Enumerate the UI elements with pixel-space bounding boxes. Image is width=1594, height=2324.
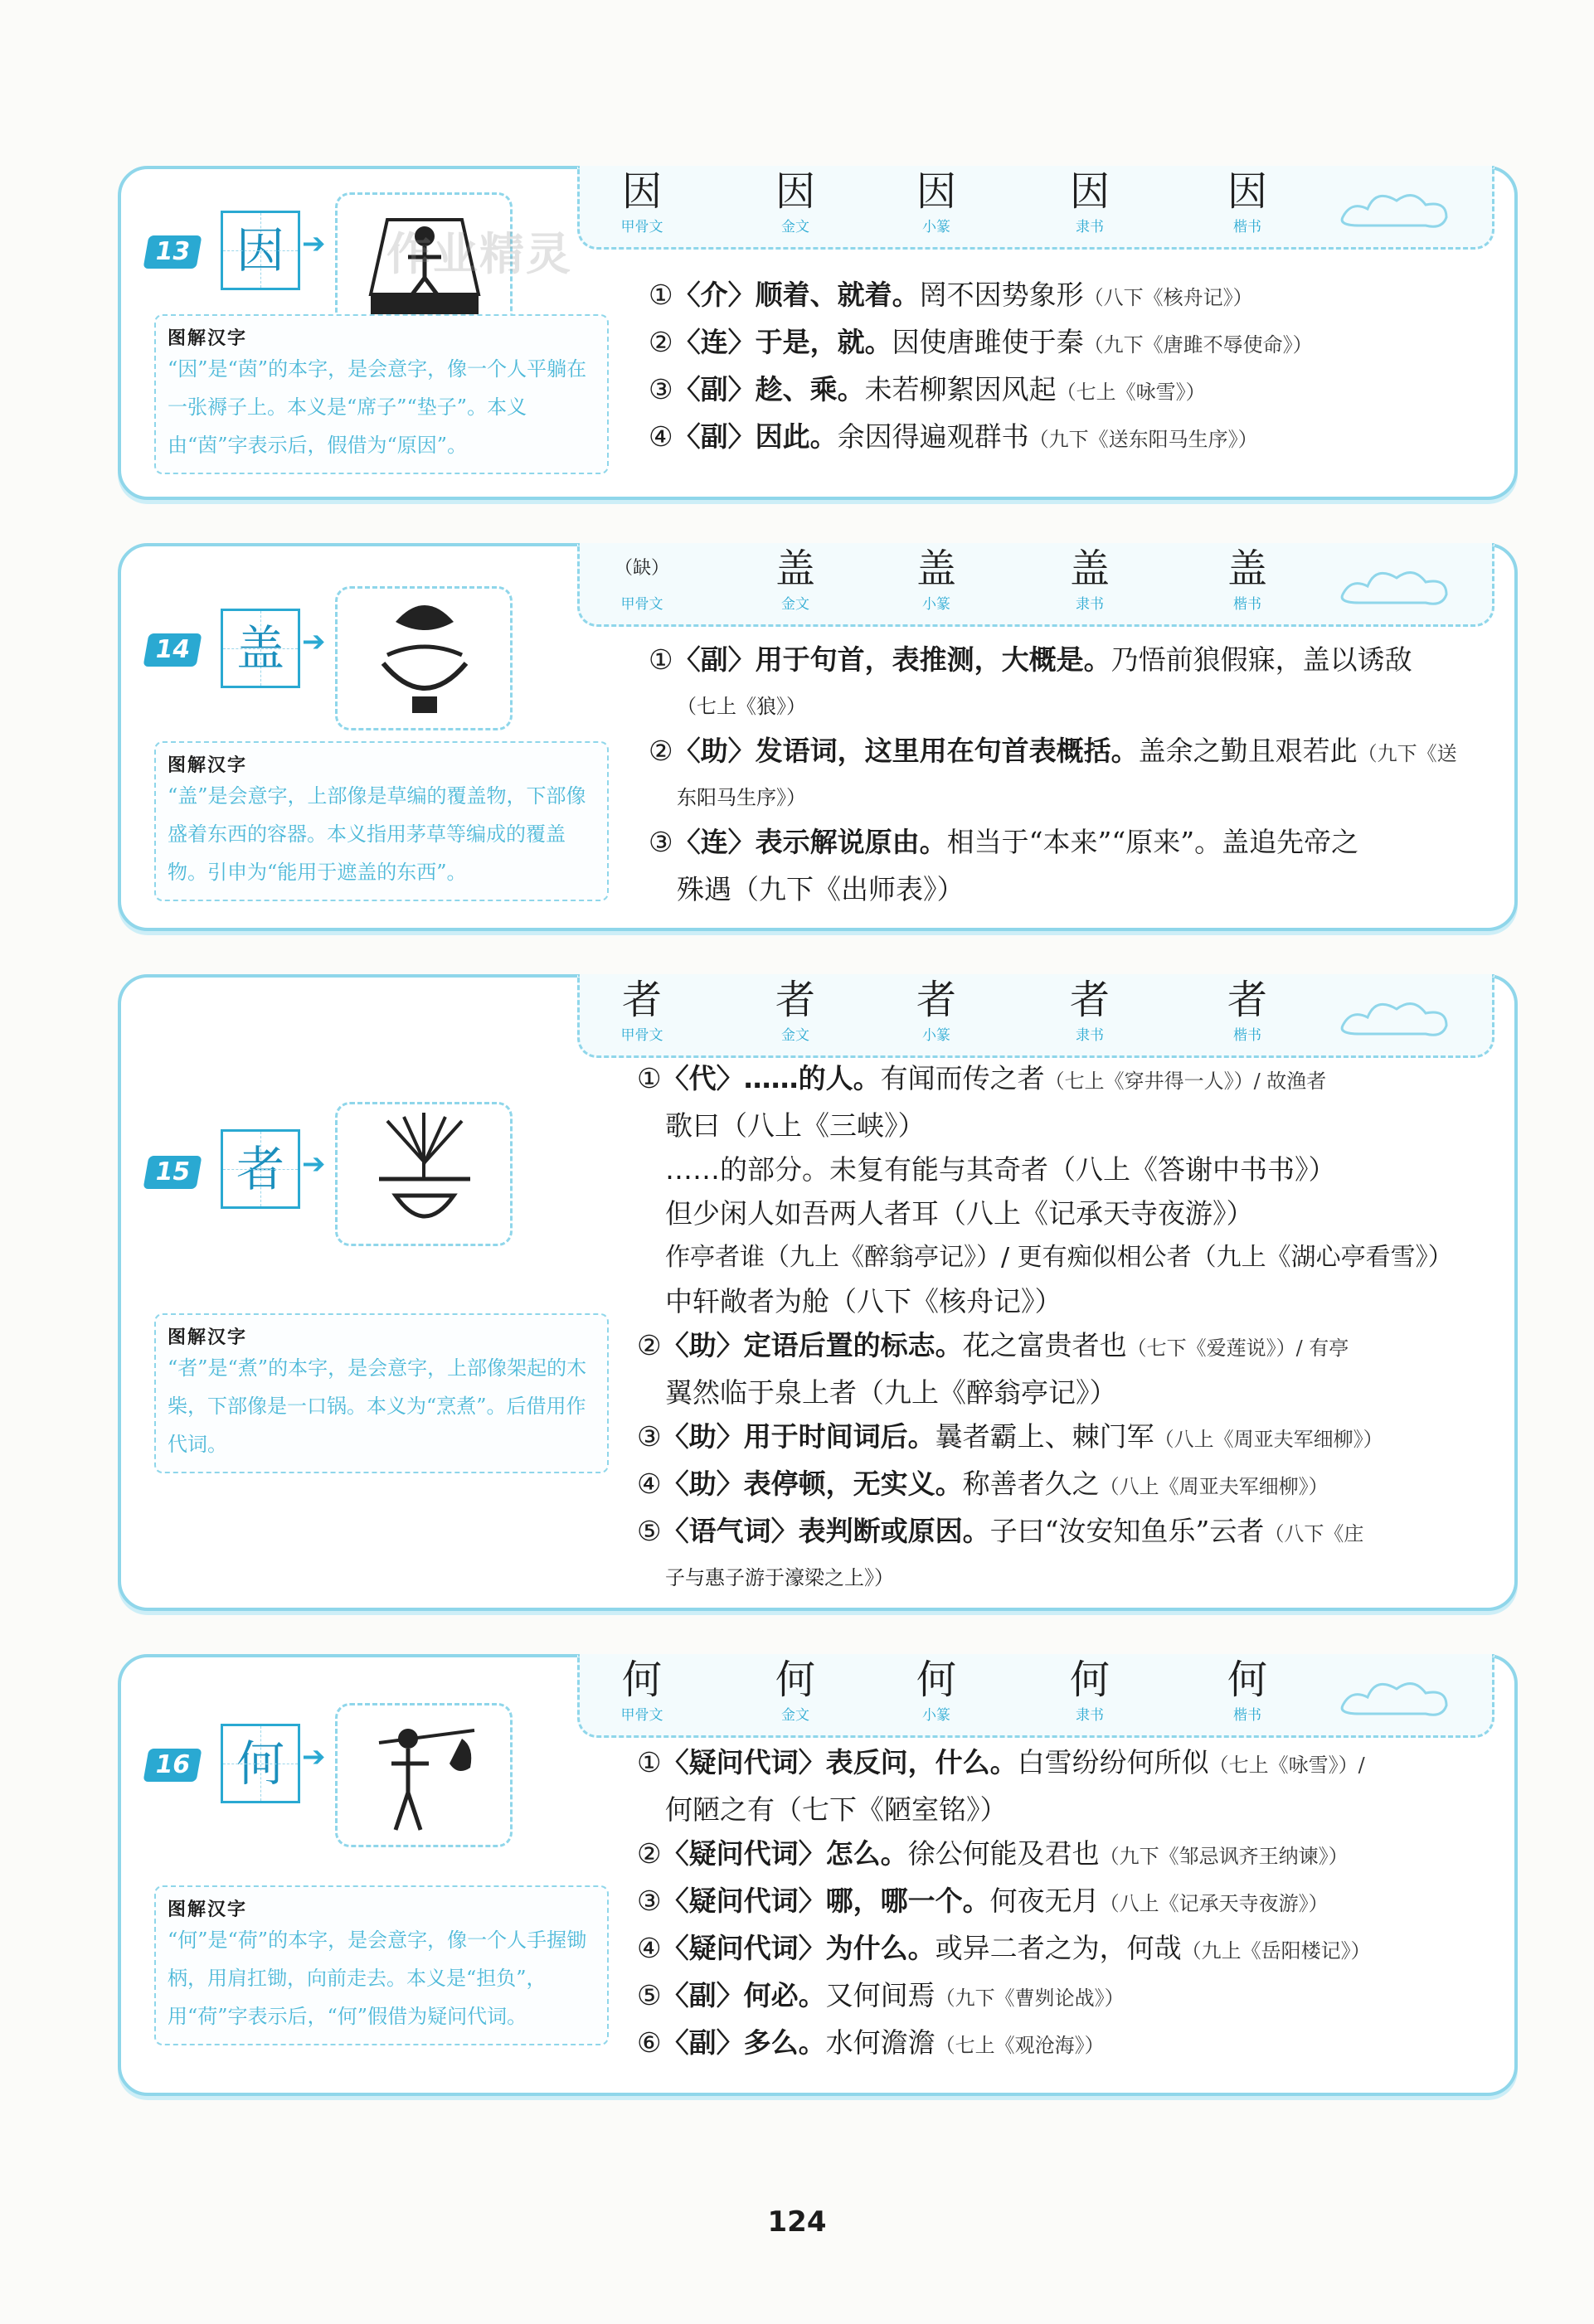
person-carrying-hoe-icon bbox=[338, 1705, 510, 1845]
explanation-box bbox=[154, 741, 609, 901]
definition-continuation: ……的部分。未复有能与其奇者（八上《答谢中书书》） bbox=[665, 1153, 1336, 1186]
covered-vessel-icon bbox=[338, 589, 510, 728]
definition-item: ④〈副〉因此。余因得遍观群书（九下《送东阳马生序》） bbox=[649, 420, 1258, 453]
definition-continuation: （七上《狼》） bbox=[677, 695, 806, 718]
explain-tag: 图解汉字 bbox=[168, 1899, 248, 1920]
character-illustration bbox=[335, 1703, 513, 1847]
script-clerical: 因 隶书 bbox=[1069, 168, 1110, 235]
script-oracle: 何 甲骨文 bbox=[620, 1657, 663, 1724]
definition-continuation: 翼然临于泉上者（九上《醉翁亭记》） bbox=[665, 1376, 1117, 1409]
explain-tag: 图解汉字 bbox=[168, 1327, 248, 1348]
definition-item: ③〈副〉趁、乘。未若柳絮因风起（七上《咏雪》） bbox=[649, 373, 1206, 405]
definition-item: ②〈连〉于是，就。因使唐雎使于秦（九下《唐雎不辱使命》） bbox=[649, 326, 1313, 358]
entry-card-16 bbox=[118, 1654, 1518, 2096]
definition-item: ⑥〈副〉多么。水何澹澹（七上《观沧海》） bbox=[637, 2026, 1105, 2059]
definition-continuation: 子与惠子游于濠梁之上》） bbox=[665, 1566, 894, 1589]
script-oracle: （缺） 甲骨文 bbox=[614, 558, 669, 613]
arrow-right-icon: ➔ bbox=[302, 227, 326, 260]
definition-item: ③〈连〉表示解说原由。相当于“本来”“原来”。盖追先帝之 bbox=[649, 826, 1359, 858]
arrow-right-icon: ➔ bbox=[302, 625, 326, 658]
arrow-right-icon: ➔ bbox=[302, 1147, 326, 1181]
definition-continuation: 殊遇（九下《出师表》） bbox=[677, 873, 965, 905]
definitions-list bbox=[649, 273, 1313, 462]
script-clerical: 者 隶书 bbox=[1069, 977, 1110, 1044]
explanation-text: “者”是“煮”的本字，是会意字，上部像架起的木柴，下部像是一口锅。本义为“烹煮”。后借用作代词。 bbox=[168, 1356, 587, 1456]
definition-item: ③〈助〉用于时间词后。曩者霸上、棘门军（八上《周亚夫军细柳》） bbox=[637, 1420, 1383, 1453]
script-regular: 何 楷书 bbox=[1227, 1657, 1267, 1724]
definition-item: ④〈疑问代词〉为什么。或异二者之为，何哉（九上《岳阳楼记》） bbox=[637, 1932, 1371, 1964]
entry-number-badge: 16 bbox=[143, 1749, 202, 1782]
definition-continuation: 歌曰（八上《三峡》） bbox=[665, 1109, 926, 1142]
script-bronze: 因 金文 bbox=[775, 168, 815, 235]
entry-card-14 bbox=[118, 543, 1518, 931]
entry-number-badge: 14 bbox=[143, 633, 202, 667]
definition-continuation: 但少闲人如吾两人者耳（八上《记承天寺夜游》） bbox=[665, 1197, 1254, 1230]
explanation-box bbox=[154, 314, 609, 474]
script-small-seal: 者 小篆 bbox=[916, 977, 956, 1044]
definition-continuation: 作亭者谁（九上《醉翁亭记》）/ 更有痴似相公者（九上《湖心亭看雪》） bbox=[665, 1243, 1453, 1272]
script-regular: 盖 楷书 bbox=[1227, 546, 1267, 613]
character-illustration bbox=[335, 586, 513, 730]
definitions-list bbox=[637, 1740, 1371, 2068]
character-box: 何 bbox=[221, 1724, 300, 1803]
explanation-text: “因”是“茵”的本字，是会意字，像一个人平躺在一张褥子上。本义是“席子”“垫子”。本义由“茵”字表示后，假借为“原因”。 bbox=[168, 357, 587, 457]
script-evolution-banner bbox=[577, 1654, 1494, 1738]
definition-item: ⑤〈副〉何必。又何间焉（九下《曹刿论战》） bbox=[637, 1979, 1125, 2011]
entry-card-13 bbox=[118, 166, 1518, 500]
script-bronze: 盖 金文 bbox=[775, 546, 815, 613]
entry-card-15 bbox=[118, 974, 1518, 1611]
arrow-right-icon: ➔ bbox=[302, 1740, 326, 1773]
watermark: 作业精灵 bbox=[386, 228, 572, 280]
script-evolution-banner bbox=[577, 974, 1494, 1058]
explain-tag: 图解汉字 bbox=[168, 328, 248, 349]
definition-item: ②〈疑问代词〉怎么。徐公何能及君也（九下《邹忌讽齐王纳谏》） bbox=[637, 1837, 1349, 1870]
definition-continuation: 东阳马生序》） bbox=[677, 786, 806, 809]
character-box: 者 bbox=[221, 1129, 300, 1209]
script-bronze: 何 金文 bbox=[775, 1657, 815, 1724]
script-small-seal: 盖 小篆 bbox=[916, 546, 956, 613]
definition-item: ①〈疑问代词〉表反问，什么。白雪纷纷何所似（七上《咏雪》）/ bbox=[637, 1746, 1365, 1778]
definition-item: ①〈代〉……的人。有闻而传之者（七上《穿井得一人》）/ 故渔者 bbox=[637, 1062, 1327, 1094]
definitions-list bbox=[649, 638, 1457, 911]
script-clerical: 何 隶书 bbox=[1069, 1657, 1110, 1724]
script-regular: 因 楷书 bbox=[1227, 168, 1267, 235]
script-clerical: 盖 隶书 bbox=[1069, 546, 1110, 613]
script-small-seal: 何 小篆 bbox=[916, 1657, 956, 1724]
script-regular: 者 楷书 bbox=[1227, 977, 1267, 1044]
script-oracle: 因 甲骨文 bbox=[620, 168, 663, 235]
explanation-text: “何”是“荷”的本字，是会意字，像一个人手握锄柄，用肩扛锄，向前走去。本义是“担负”，用“荷”字表示后，“何”假借为疑问代词。 bbox=[168, 1929, 587, 2028]
firewood-pot-icon bbox=[338, 1104, 510, 1244]
definition-item: ④〈助〉表停顿，无实义。称善者久之（八上《周亚夫军细柳》） bbox=[637, 1468, 1329, 1500]
definition-item: ②〈助〉定语后置的标志。花之富贵者也（七下《爱莲说》）/ 有亭 bbox=[637, 1329, 1349, 1361]
cloud-icon bbox=[1334, 553, 1459, 611]
explanation-box bbox=[154, 1313, 609, 1473]
definition-continuation: 何陋之有（七下《陋室铭》） bbox=[665, 1793, 1008, 1826]
script-bronze: 者 金文 bbox=[775, 977, 815, 1044]
page-number: 124 bbox=[767, 2205, 827, 2239]
definition-item: ③〈疑问代词〉哪，哪一个。何夜无月（八上《记承天寺夜游》） bbox=[637, 1885, 1329, 1917]
script-evolution-banner bbox=[577, 543, 1494, 627]
script-small-seal: 因 小篆 bbox=[916, 168, 956, 235]
definition-continuation: 中轩敞者为舱（八下《核舟记》） bbox=[665, 1285, 1062, 1317]
definition-item: ⑤〈语气词〉表判断或原因。子曰“汝安知鱼乐”云者（八下《庄 bbox=[637, 1515, 1364, 1547]
explanation-box bbox=[154, 1885, 609, 2045]
entry-number-badge: 13 bbox=[143, 235, 202, 269]
explanation-text: “盖”是会意字，上部像是草编的覆盖物，下部像盛着东西的容器。本义指用茅草等编成的覆盖物。引申为“能用于遮盖的东西”。 bbox=[168, 784, 586, 884]
character-box: 盖 bbox=[221, 609, 300, 688]
character-illustration bbox=[335, 1102, 513, 1246]
explain-tag: 图解汉字 bbox=[168, 755, 248, 776]
cloud-icon bbox=[1334, 176, 1459, 234]
definition-item: ①〈副〉用于句首，表推测，大概是。乃悟前狼假寐，盖以诱敌 bbox=[649, 643, 1412, 676]
cloud-icon bbox=[1334, 984, 1459, 1042]
definition-item: ①〈介〉顺着、就着。罔不因势象形（八下《核舟记》） bbox=[649, 279, 1253, 311]
definition-item: ②〈助〉发语词，这里用在句首表概括。盖余之勤且艰若此（九下《送 bbox=[649, 735, 1457, 767]
character-box: 因 bbox=[221, 211, 300, 290]
script-oracle: 者 甲骨文 bbox=[620, 977, 663, 1044]
script-evolution-banner bbox=[577, 166, 1494, 250]
cloud-icon bbox=[1334, 1664, 1459, 1722]
definitions-list bbox=[637, 1056, 1453, 1600]
entry-number-badge: 15 bbox=[143, 1156, 202, 1189]
